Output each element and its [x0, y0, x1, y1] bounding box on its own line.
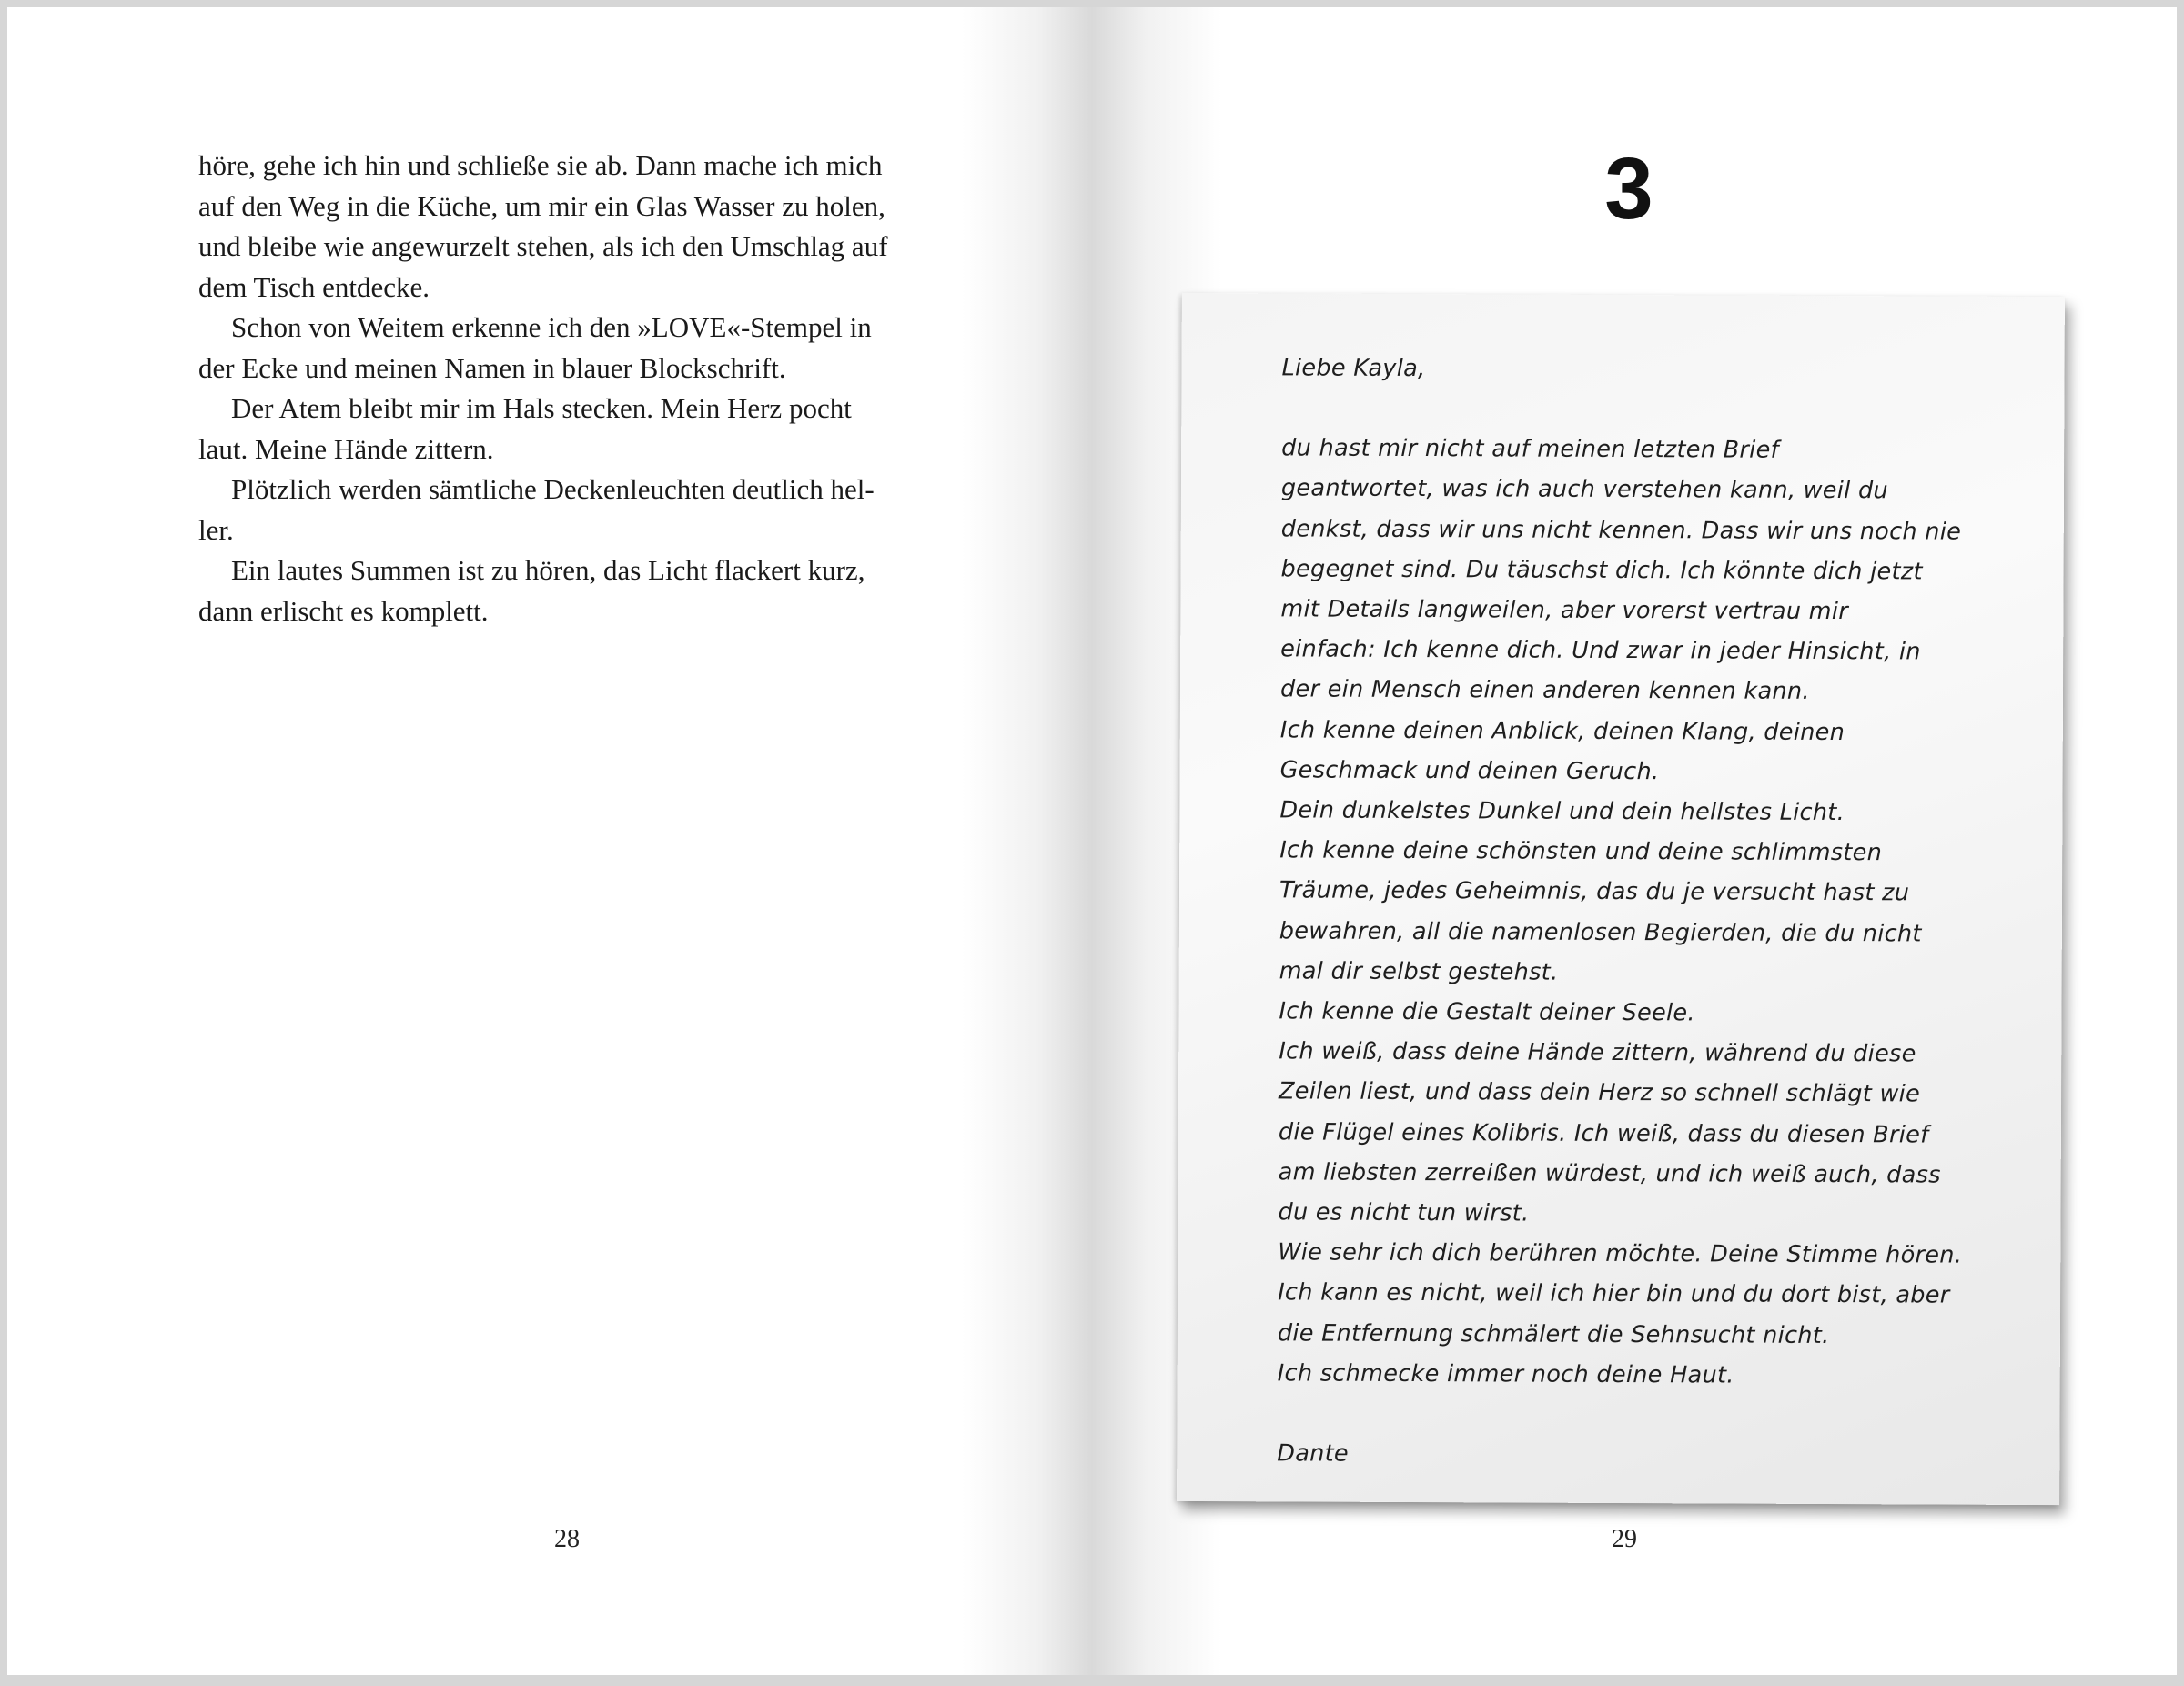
text-line: Schon von Weitem erkenne ich den »LOVE«-Stempel in: [231, 311, 872, 343]
letter-line: am liebsten zerreißen würdest, und ich weiß auch, dass: [1278, 1158, 1941, 1189]
letter-line: mal dir selbst gestehst.: [1279, 957, 1559, 986]
letter-line: Zeilen liest, und dass dein Herz so schnell schlägt wie: [1279, 1077, 1921, 1108]
letter-text: [1277, 348, 2009, 1477]
paragraph: [198, 469, 946, 550]
body-text: [198, 146, 946, 631]
letter-line: begegnet sind. Du täuschst dich. Ich könnte dich jetzt: [1280, 555, 1923, 586]
letter-line: du hast mir nicht auf meinen letzten Brief: [1281, 434, 1779, 464]
letter-line: mit Details langweilen, aber vorerst vertrau mir: [1280, 595, 1849, 626]
letter-line: denkst, dass wir uns nicht kennen. Dass wir uns noch nie: [1280, 514, 1962, 546]
text-line: laut. Meine Hände zittern.: [198, 432, 494, 465]
letter-salutation: Liebe Kayla,: [1281, 354, 1426, 383]
paragraph: [198, 550, 946, 631]
letter-body: [1278, 429, 2010, 1397]
text-line: Plötzlich werden sämtliche Deckenleuchten deutlich hel-: [231, 473, 875, 505]
letter-line: bewahren, all die namenlosen Begierden, die du nicht: [1279, 917, 1922, 948]
text-line: dann erlischt es komplett.: [198, 594, 489, 627]
letter-spacer: [1281, 389, 2009, 431]
letter-line: einfach: Ich kenne dich. Und zwar in jeder Hinsicht, in: [1280, 635, 1921, 666]
letter-paper: [1177, 293, 2065, 1505]
letter-line: Ich kenne die Gestalt deiner Seele.: [1279, 997, 1695, 1027]
letter-line: die Flügel eines Kolibris. Ich weiß, dass du diesen Brief: [1278, 1118, 1929, 1149]
letter-line: geantwortet, was ich auch verstehen kann, weil du: [1280, 474, 1888, 505]
letter-line: Wie sehr ich dich berühren möchte. Deine Stimme hören.: [1278, 1238, 1963, 1269]
letter-line: Ich kenne deine schönsten und deine schlimmsten: [1279, 836, 1883, 867]
right-page: [1092, 7, 2177, 1675]
text-line: Ein lautes Summen ist zu hören, das Licht flackert kurz,: [231, 554, 865, 586]
paragraph: [198, 389, 946, 469]
paragraph: [198, 146, 946, 308]
page-number: 28: [554, 1525, 580, 1553]
text-line: höre, gehe ich hin und schließe sie ab. Dann mache ich mich: [198, 149, 883, 181]
text-line: auf den Weg in die Küche, um mir ein Glas Wasser zu holen,: [198, 189, 885, 222]
letter-line: der ein Mensch einen anderen kennen kann.: [1279, 675, 1810, 706]
letter-line: Ich kann es nicht, weil ich hier bin und du dort bist, aber: [1278, 1278, 1950, 1310]
letter-line: Ich schmecke immer noch deine Haut.: [1277, 1359, 1734, 1389]
text-line: der Ecke und meinen Namen in blauer Blockschrift.: [198, 351, 786, 384]
letter-signature: Dante: [1277, 1439, 1350, 1468]
letter-line: Ich kenne deinen Anblick, deinen Klang, deinen: [1279, 715, 1845, 746]
left-page: [7, 7, 1092, 1675]
letter-line: du es nicht tun wirst.: [1278, 1198, 1530, 1227]
letter-line: Ich weiß, dass deine Hände zittern, während du diese: [1279, 1037, 1916, 1068]
text-line: dem Tisch entdecke.: [198, 270, 430, 303]
letter-spacer: [1277, 1393, 2005, 1436]
chapter-number: 3: [1604, 140, 1653, 237]
text-line: Der Atem bleibt mir im Hals stecken. Mein Herz pocht: [231, 392, 852, 424]
paragraph: [198, 308, 946, 389]
letter-line: Dein dunkelstes Dunkel und dein hellstes Licht.: [1279, 796, 1845, 827]
letter-line: die Entfernung schmälert die Sehnsucht nicht.: [1277, 1319, 1830, 1349]
letter-line: Träume, jedes Geheimnis, das du je versucht hast zu: [1279, 876, 1910, 907]
page-number: 29: [1612, 1525, 1637, 1553]
text-line: ler.: [198, 513, 234, 546]
text-line: und bleibe wie angewurzelt stehen, als ich den Umschlag auf: [198, 230, 888, 262]
letter-line: Geschmack und deinen Geruch.: [1279, 756, 1660, 786]
